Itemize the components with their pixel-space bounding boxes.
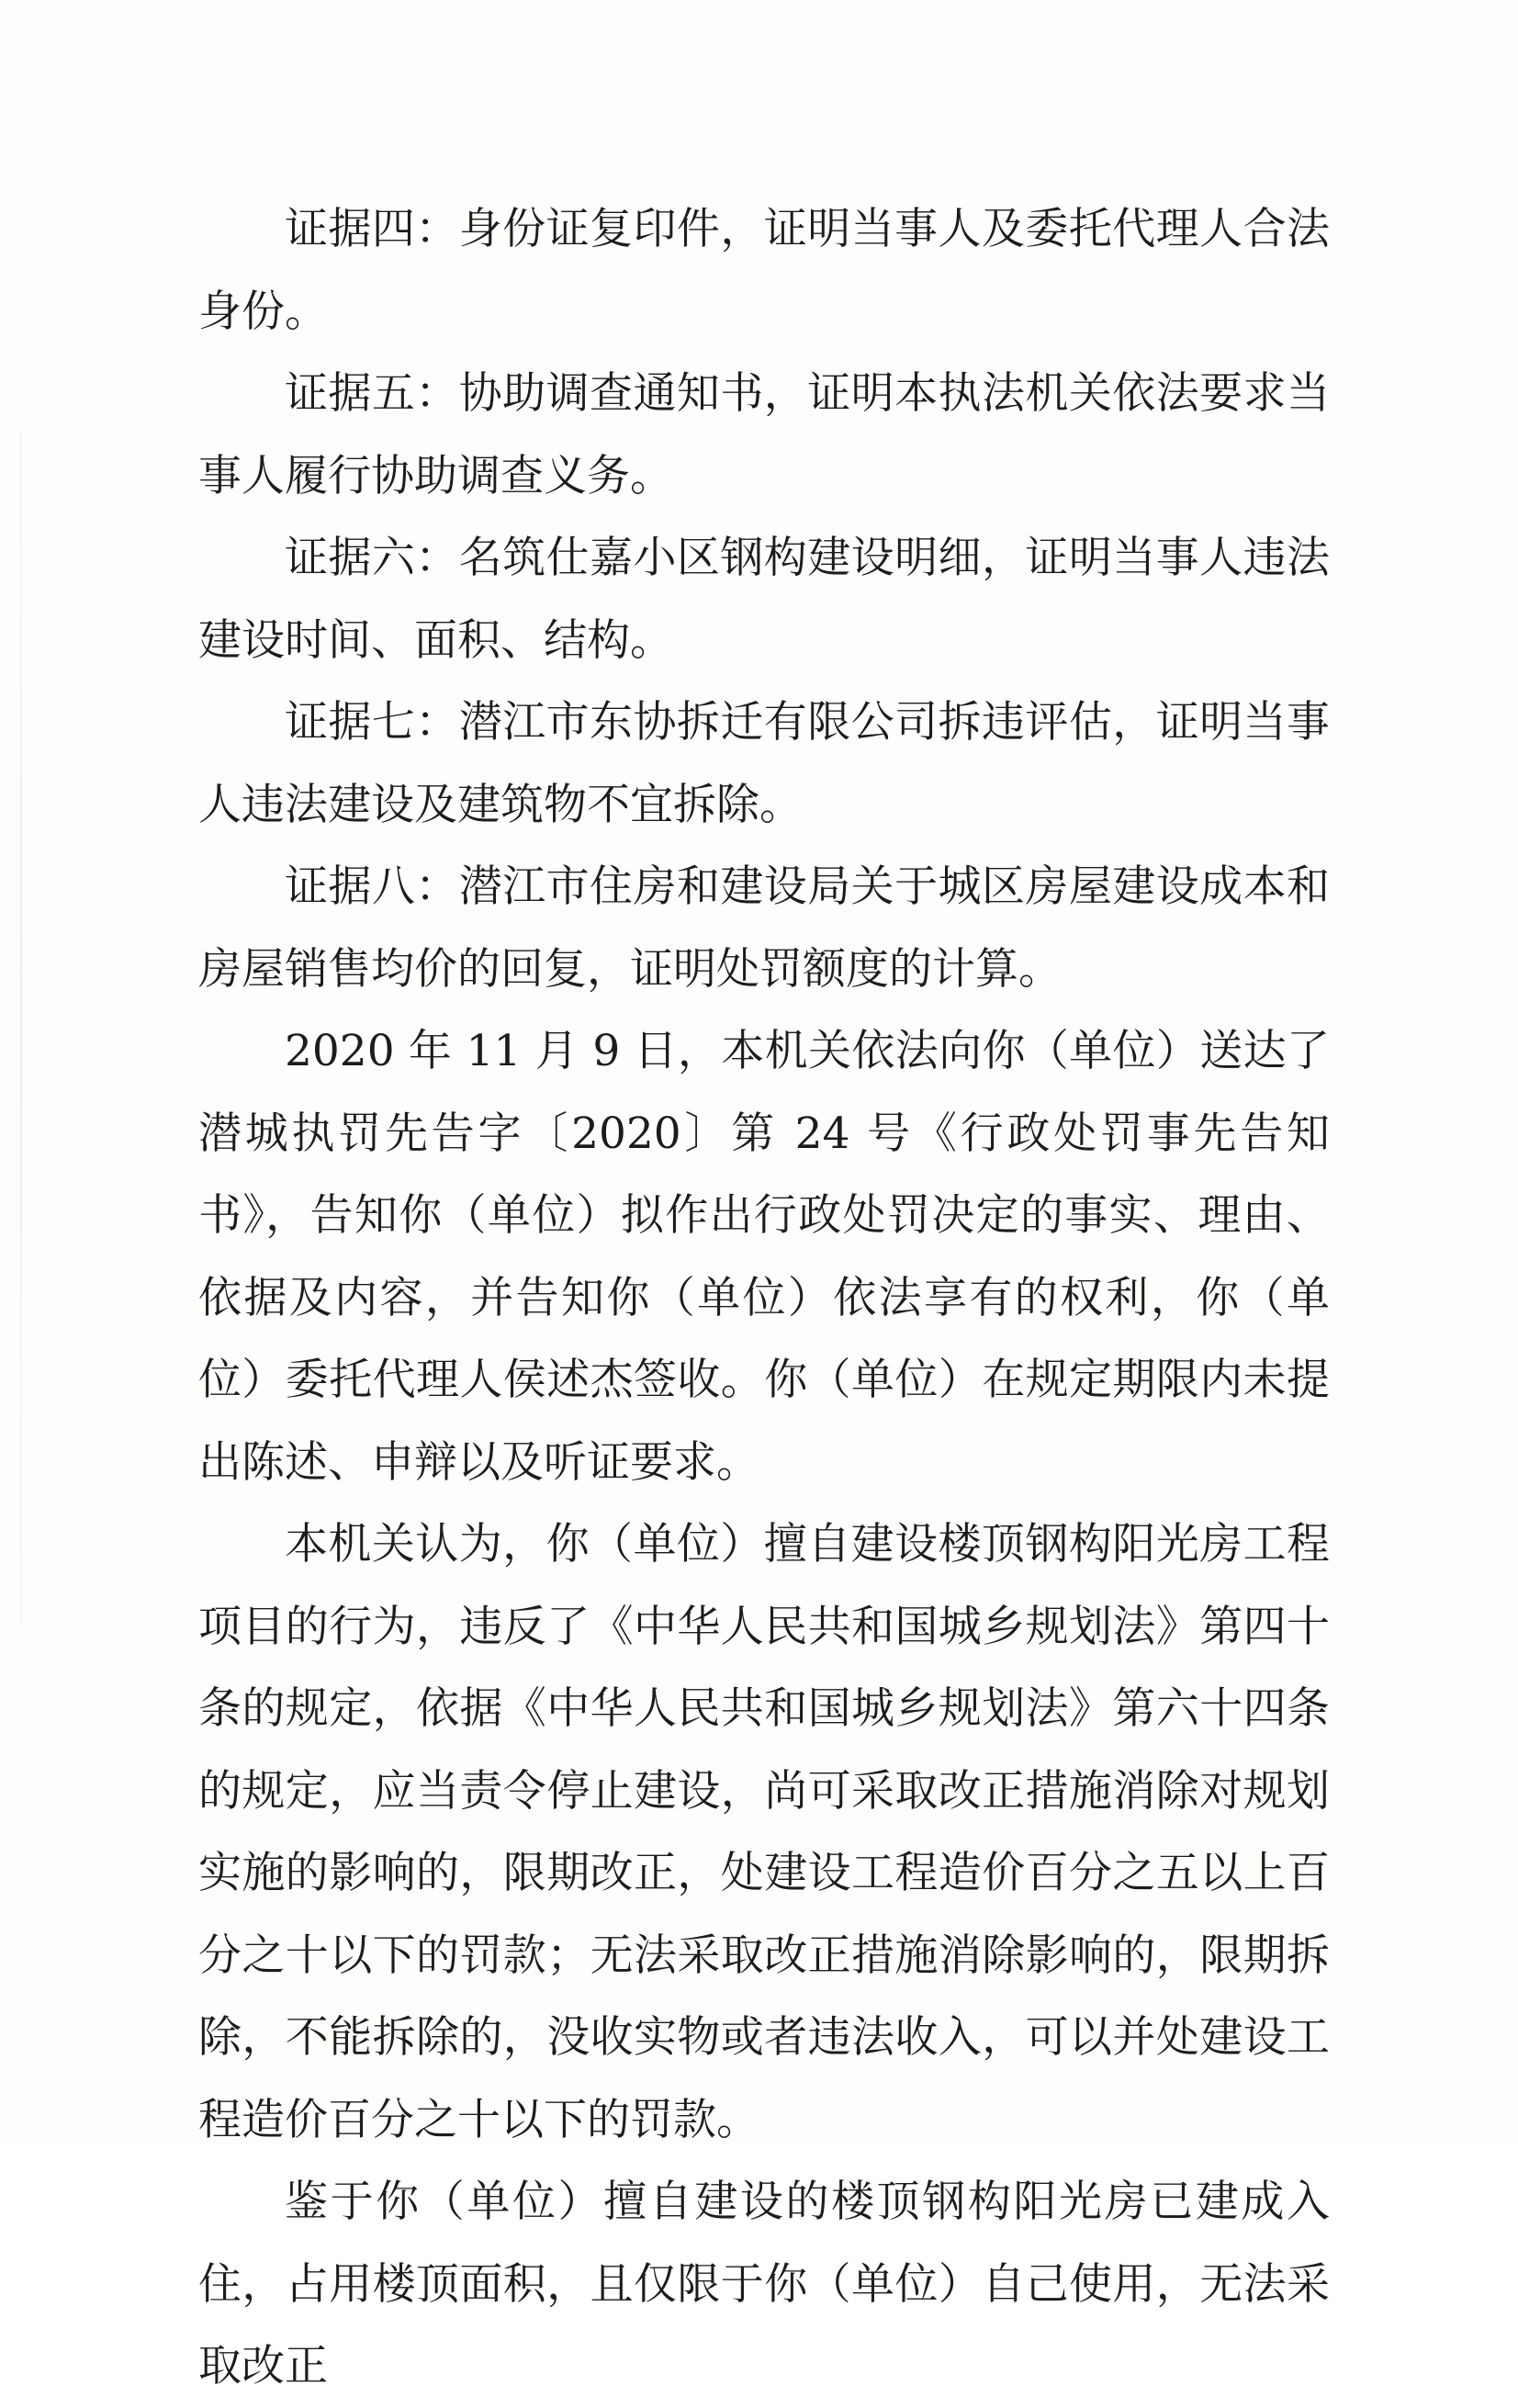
paragraph-legal-finding: 本机关认为，你（单位）擅自建设楼顶钢构阳光房工程项目的行为，违反了《中华人民共和国城乡规划法》第四十条的规定，依据《中华人民共和国城乡规划法》第六十四条的规定，应当责令停止建设，尚可采取改正措施消除对规划实施的影响的，限期改正，处建设工程造价百分之五以上百分之十以下的罚款；无法采取改正措施消除影响的，限期拆除，不能拆除的，没收实物或者违法收入，可以并处建设工程造价百分之十以下的罚款。 [198, 1519, 1330, 2145]
paragraph-evidence-6: 证据六：名筑仕嘉小区钢构建设明细，证明当事人违法建设时间、面积、结构。 [198, 533, 1330, 666]
paragraph-evidence-5: 证据五：协助调查通知书，证明本执法机关依法要求当事人履行协助调查义务。 [198, 368, 1330, 501]
scan-edge-shadow [20, 432, 22, 1626]
paragraph-circumstances: 鉴于你（单位）擅自建设的楼顶钢构阳光房已建成入住，占用楼顶面积，且仅限于你（单位）自己使用，无法采取改正 [198, 2177, 1330, 2391]
document-body [198, 188, 1330, 2408]
paragraph-evidence-8: 证据八：潜江市住房和建设局关于城区房屋建设成本和房屋销售均价的回复，证明处罚额度的计算。 [198, 861, 1330, 995]
paragraph-evidence-7: 证据七：潜江市东协拆迁有限公司拆违评估，证明当事人违法建设及建筑物不宜拆除。 [198, 697, 1330, 830]
paragraph-notice-delivery: 2020 年 11 月 9 日，本机关依法向你（单位）送达了潜城执罚先告字〔2020〕第 24 号《行政处罚事先告知书》，告知你（单位）拟作出行政处罚决定的事实、理由、依据及内容，并告知你（单位）依法享有的权利，你（单位）委托代理人侯述杰签收。你（单位）在规定期限内未提出陈述、申辩以及听证要求。 [198, 1026, 1330, 1488]
paragraph-evidence-4: 证据四：身份证复印件，证明当事人及委托代理人合法身份。 [198, 204, 1330, 337]
